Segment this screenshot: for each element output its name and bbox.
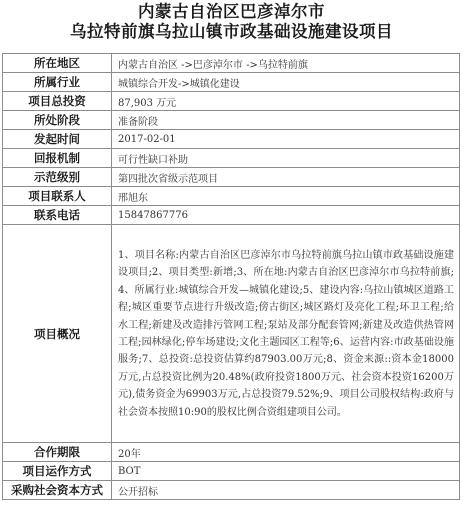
row-label: 示范级别 [3,168,112,187]
row-value: 公开招标 [112,481,460,500]
table-row [3,462,460,481]
table-row [3,54,460,73]
row-value: 2017-02-01 [112,130,460,149]
table-row [3,130,460,149]
row-value: 87,903 万元 [112,92,460,111]
page-title [0,2,463,42]
title-line-2: 乌拉特前旗乌拉山镇市政基础设施建设项目 [70,22,393,41]
row-value: BOT [112,462,460,481]
row-label: 发起时间 [3,130,112,149]
overview-row [3,225,460,443]
row-label: 采购社会资本方式 [3,481,112,500]
row-label: 所在地区 [3,54,112,73]
row-label: 所处阶段 [3,111,112,130]
table-row [3,481,460,500]
table-row [3,168,460,187]
project-info-table [2,53,460,500]
table-row [3,111,460,130]
overview-text: 1、项目名称:内蒙古自治区巴彦淖尔市乌拉特前旗乌拉山镇市政基础设施建设项目;2、项目类型:新增;3、所在地:内蒙古自治区巴彦淖尔市乌拉特前旗;4、所属行业:城镇综合开发—城镇化建设;5、建设内容:乌拉山镇城区道路工程;城区重要节点进行升级改造;傍古街区;城区路灯及亮化工程;环卫工程;给水工程;新建及改造排污管网工程;泵站及部分配套管网;新建及改造供热管网工程;园林绿化;停车场建设;文化主题园区工程等;6、运营内容:市政基础设施服务;7、总投资:总投资估算约87903.00万元;8、资金来源::资本金18000万元,占总投资比例为20.48%(政府投资1800万元、社会资本投资16200万元),债务资金为69903万元,占总投资79.52%;9、项目公司股权结构:政府与社会资本按照10:90的股权比例合资组建项目公司。 [112,225,460,443]
table-row [3,187,460,206]
title-line-1: 内蒙古自治区巴彦淖尔市 [138,2,325,21]
row-value: 城镇综合开发->城镇化建设 [112,73,460,92]
row-label: 项目总投资 [3,92,112,111]
row-value: 可行性缺口补助 [112,149,460,168]
row-value: 15847867776 [112,206,460,225]
row-value: 内蒙古自治区 ->巴彦淖尔市 ->乌拉特前旗 [112,54,460,73]
row-label: 合作期限 [3,443,112,462]
row-label: 回报机制 [3,149,112,168]
row-label: 所属行业 [3,73,112,92]
table-row [3,206,460,225]
row-value: 准备阶段 [112,111,460,130]
table-row [3,443,460,462]
row-label: 项目运作方式 [3,462,112,481]
row-label: 联系电话 [3,206,112,225]
table-row [3,92,460,111]
overview-label: 项目概况 [3,225,112,443]
row-value: 第四批次省级示范项目 [112,168,460,187]
row-label: 项目联系人 [3,187,112,206]
row-value: 20年 [112,443,460,462]
table-row [3,149,460,168]
row-value: 邢旭东 [112,187,460,206]
table-row [3,73,460,92]
